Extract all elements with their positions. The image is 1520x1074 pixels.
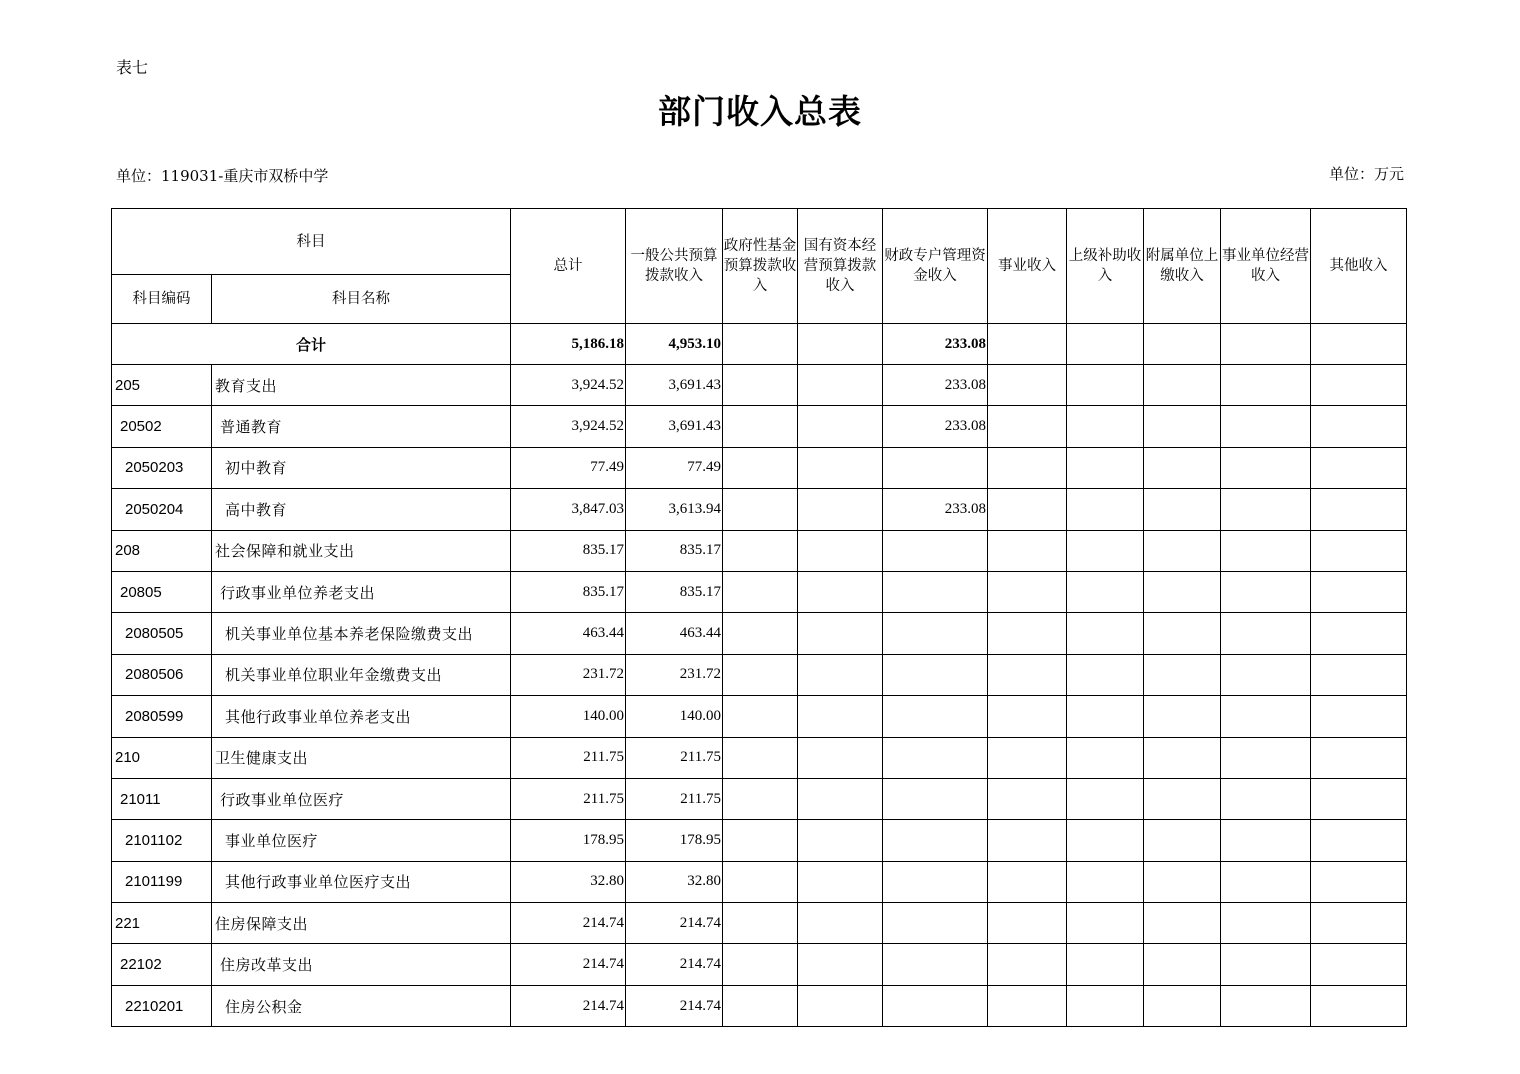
page-title: 部门收入总表	[658, 92, 862, 131]
header-subject: 科目	[112, 209, 511, 275]
row-state-capital	[798, 903, 883, 944]
row-affiliated-payment	[1144, 861, 1221, 902]
row-general-budget: 835.17	[626, 571, 723, 612]
row-other-income	[1311, 489, 1407, 530]
row-affiliated-payment	[1144, 778, 1221, 819]
row-state-capital	[798, 820, 883, 861]
row-general-budget: 231.72	[626, 654, 723, 695]
row-superior-subsidy	[1067, 365, 1144, 406]
row-name: 社会保障和就业支出	[212, 530, 511, 571]
row-fiscal-special	[883, 903, 988, 944]
row-superior-subsidy	[1067, 406, 1144, 447]
row-operating-income	[1221, 489, 1311, 530]
total-fiscal-special: 233.08	[883, 324, 988, 365]
row-gov-fund	[723, 530, 798, 571]
row-general-budget: 214.74	[626, 903, 723, 944]
row-business-income	[988, 820, 1067, 861]
row-fiscal-special	[883, 737, 988, 778]
row-total: 3,924.52	[511, 365, 626, 406]
header-name: 科目名称	[212, 275, 511, 324]
row-name: 高中教育	[212, 489, 511, 530]
row-operating-income	[1221, 406, 1311, 447]
row-business-income	[988, 406, 1067, 447]
row-business-income	[988, 985, 1067, 1026]
table-row	[112, 737, 1407, 778]
row-fiscal-special	[883, 778, 988, 819]
unit-currency: 单位：万元	[1328, 165, 1404, 183]
row-operating-income	[1221, 778, 1311, 819]
row-operating-income	[1221, 571, 1311, 612]
row-superior-subsidy	[1067, 654, 1144, 695]
row-gov-fund	[723, 613, 798, 654]
row-name: 教育支出	[212, 365, 511, 406]
row-affiliated-payment	[1144, 985, 1221, 1026]
header-gov-fund: 政府性基金预算拨款收入	[723, 209, 798, 324]
row-fiscal-special	[883, 571, 988, 612]
row-affiliated-payment	[1144, 944, 1221, 985]
row-general-budget: 214.74	[626, 944, 723, 985]
row-operating-income	[1221, 654, 1311, 695]
total-affiliated-payment	[1144, 324, 1221, 365]
row-affiliated-payment	[1144, 737, 1221, 778]
row-state-capital	[798, 613, 883, 654]
header-code: 科目编码	[112, 275, 212, 324]
row-general-budget: 211.75	[626, 778, 723, 819]
table-row	[112, 654, 1407, 695]
row-fiscal-special	[883, 985, 988, 1026]
row-code: 205	[112, 365, 212, 406]
row-gov-fund	[723, 861, 798, 902]
total-other-income	[1311, 324, 1407, 365]
row-operating-income	[1221, 903, 1311, 944]
total-operating-income	[1221, 324, 1311, 365]
total-state-capital	[798, 324, 883, 365]
row-business-income	[988, 696, 1067, 737]
table-row	[112, 447, 1407, 488]
row-code: 2080506	[112, 654, 212, 695]
row-total: 214.74	[511, 944, 626, 985]
row-gov-fund	[723, 985, 798, 1026]
row-gov-fund	[723, 489, 798, 530]
row-state-capital	[798, 944, 883, 985]
row-business-income	[988, 571, 1067, 612]
row-name: 行政事业单位医疗	[212, 778, 511, 819]
row-total: 140.00	[511, 696, 626, 737]
row-business-income	[988, 613, 1067, 654]
row-affiliated-payment	[1144, 530, 1221, 571]
row-affiliated-payment	[1144, 903, 1221, 944]
row-fiscal-special	[883, 613, 988, 654]
row-name: 住房保障支出	[212, 903, 511, 944]
row-state-capital	[798, 778, 883, 819]
row-superior-subsidy	[1067, 489, 1144, 530]
row-code: 2210201	[112, 985, 212, 1026]
row-other-income	[1311, 613, 1407, 654]
header-state-capital: 国有资本经营预算拨款收入	[798, 209, 883, 324]
row-general-budget: 140.00	[626, 696, 723, 737]
row-business-income	[988, 903, 1067, 944]
row-superior-subsidy	[1067, 571, 1144, 612]
row-gov-fund	[723, 737, 798, 778]
row-total: 32.80	[511, 861, 626, 902]
row-general-budget: 32.80	[626, 861, 723, 902]
row-state-capital	[798, 861, 883, 902]
row-business-income	[988, 654, 1067, 695]
row-operating-income	[1221, 861, 1311, 902]
total-total: 5,186.18	[511, 324, 626, 365]
row-other-income	[1311, 944, 1407, 985]
header-fiscal-special: 财政专户管理资金收入	[883, 209, 988, 324]
header-general-budget: 一般公共预算拨款收入	[626, 209, 723, 324]
row-affiliated-payment	[1144, 571, 1221, 612]
row-total: 211.75	[511, 737, 626, 778]
row-other-income	[1311, 778, 1407, 819]
row-operating-income	[1221, 820, 1311, 861]
table-row	[112, 861, 1407, 902]
row-operating-income	[1221, 696, 1311, 737]
row-general-budget: 211.75	[626, 737, 723, 778]
row-code: 2101199	[112, 861, 212, 902]
table-number: 表七	[116, 58, 149, 77]
row-name: 其他行政事业单位养老支出	[212, 696, 511, 737]
row-operating-income	[1221, 613, 1311, 654]
row-gov-fund	[723, 696, 798, 737]
row-state-capital	[798, 654, 883, 695]
row-superior-subsidy	[1067, 861, 1144, 902]
table-row	[112, 365, 1407, 406]
row-affiliated-payment	[1144, 654, 1221, 695]
row-general-budget: 463.44	[626, 613, 723, 654]
row-fiscal-special	[883, 861, 988, 902]
row-affiliated-payment	[1144, 820, 1221, 861]
row-other-income	[1311, 530, 1407, 571]
row-code: 210	[112, 737, 212, 778]
row-other-income	[1311, 365, 1407, 406]
row-affiliated-payment	[1144, 447, 1221, 488]
row-total: 214.74	[511, 985, 626, 1026]
row-superior-subsidy	[1067, 903, 1144, 944]
row-affiliated-payment	[1144, 696, 1221, 737]
row-fiscal-special	[883, 447, 988, 488]
row-operating-income	[1221, 737, 1311, 778]
row-business-income	[988, 778, 1067, 819]
row-code: 20805	[112, 571, 212, 612]
row-operating-income	[1221, 530, 1311, 571]
table-row	[112, 530, 1407, 571]
row-gov-fund	[723, 944, 798, 985]
row-code: 22102	[112, 944, 212, 985]
row-name: 其他行政事业单位医疗支出	[212, 861, 511, 902]
row-other-income	[1311, 861, 1407, 902]
row-affiliated-payment	[1144, 406, 1221, 447]
row-superior-subsidy	[1067, 613, 1144, 654]
total-row	[112, 324, 1407, 365]
row-code: 2101102	[112, 820, 212, 861]
row-name: 普通教育	[212, 406, 511, 447]
row-name: 机关事业单位基本养老保险缴费支出	[212, 613, 511, 654]
row-fiscal-special	[883, 696, 988, 737]
table-row	[112, 944, 1407, 985]
row-fiscal-special	[883, 654, 988, 695]
row-affiliated-payment	[1144, 489, 1221, 530]
total-general-budget: 4,953.10	[626, 324, 723, 365]
row-affiliated-payment	[1144, 613, 1221, 654]
row-total: 231.72	[511, 654, 626, 695]
row-code: 208	[112, 530, 212, 571]
header-affiliated-payment: 附属单位上缴收入	[1144, 209, 1221, 324]
table-row	[112, 696, 1407, 737]
header-total: 总计	[511, 209, 626, 324]
row-other-income	[1311, 654, 1407, 695]
row-business-income	[988, 530, 1067, 571]
row-code: 2080505	[112, 613, 212, 654]
row-code: 2050204	[112, 489, 212, 530]
row-total: 835.17	[511, 571, 626, 612]
row-general-budget: 3,691.43	[626, 365, 723, 406]
row-business-income	[988, 944, 1067, 985]
row-state-capital	[798, 447, 883, 488]
row-general-budget: 77.49	[626, 447, 723, 488]
row-superior-subsidy	[1067, 737, 1144, 778]
row-other-income	[1311, 406, 1407, 447]
row-gov-fund	[723, 365, 798, 406]
row-total: 178.95	[511, 820, 626, 861]
row-superior-subsidy	[1067, 696, 1144, 737]
header-operating-income: 事业单位经营收入	[1221, 209, 1311, 324]
header-superior-subsidy: 上级补助收入	[1067, 209, 1144, 324]
row-name: 行政事业单位养老支出	[212, 571, 511, 612]
row-gov-fund	[723, 571, 798, 612]
row-state-capital	[798, 737, 883, 778]
row-general-budget: 178.95	[626, 820, 723, 861]
row-business-income	[988, 447, 1067, 488]
row-fiscal-special: 233.08	[883, 406, 988, 447]
row-business-income	[988, 365, 1067, 406]
row-superior-subsidy	[1067, 778, 1144, 819]
table-row	[112, 613, 1407, 654]
table-row	[112, 571, 1407, 612]
row-fiscal-special: 233.08	[883, 365, 988, 406]
row-gov-fund	[723, 820, 798, 861]
table-row	[112, 489, 1407, 530]
row-gov-fund	[723, 654, 798, 695]
row-business-income	[988, 861, 1067, 902]
row-fiscal-special	[883, 944, 988, 985]
row-name: 卫生健康支出	[212, 737, 511, 778]
row-state-capital	[798, 985, 883, 1026]
row-affiliated-payment	[1144, 365, 1221, 406]
row-code: 2050203	[112, 447, 212, 488]
row-business-income	[988, 737, 1067, 778]
row-total: 214.74	[511, 903, 626, 944]
table-row	[112, 903, 1407, 944]
row-fiscal-special	[883, 820, 988, 861]
row-total: 211.75	[511, 778, 626, 819]
row-total: 3,924.52	[511, 406, 626, 447]
table-row	[112, 406, 1407, 447]
row-state-capital	[798, 489, 883, 530]
row-operating-income	[1221, 447, 1311, 488]
table-row	[112, 820, 1407, 861]
row-state-capital	[798, 406, 883, 447]
row-fiscal-special: 233.08	[883, 489, 988, 530]
row-name: 机关事业单位职业年金缴费支出	[212, 654, 511, 695]
income-summary-table	[111, 208, 1407, 1027]
row-general-budget: 3,691.43	[626, 406, 723, 447]
row-gov-fund	[723, 406, 798, 447]
row-total: 835.17	[511, 530, 626, 571]
row-total: 77.49	[511, 447, 626, 488]
row-superior-subsidy	[1067, 447, 1144, 488]
total-gov-fund	[723, 324, 798, 365]
total-superior-subsidy	[1067, 324, 1144, 365]
header-business-income: 事业收入	[988, 209, 1067, 324]
row-other-income	[1311, 903, 1407, 944]
row-other-income	[1311, 571, 1407, 612]
row-state-capital	[798, 696, 883, 737]
row-name: 住房公积金	[212, 985, 511, 1026]
row-superior-subsidy	[1067, 530, 1144, 571]
row-operating-income	[1221, 985, 1311, 1026]
row-name: 住房改革支出	[212, 944, 511, 985]
table-row	[112, 985, 1407, 1026]
header-other-income: 其他收入	[1311, 209, 1407, 324]
row-other-income	[1311, 737, 1407, 778]
row-code: 2080599	[112, 696, 212, 737]
row-code: 20502	[112, 406, 212, 447]
row-code: 21011	[112, 778, 212, 819]
row-state-capital	[798, 530, 883, 571]
row-total: 3,847.03	[511, 489, 626, 530]
row-state-capital	[798, 365, 883, 406]
row-other-income	[1311, 820, 1407, 861]
row-other-income	[1311, 696, 1407, 737]
row-code: 221	[112, 903, 212, 944]
table-row	[112, 778, 1407, 819]
row-total: 463.44	[511, 613, 626, 654]
row-operating-income	[1221, 944, 1311, 985]
row-other-income	[1311, 447, 1407, 488]
row-name: 事业单位医疗	[212, 820, 511, 861]
row-gov-fund	[723, 903, 798, 944]
row-superior-subsidy	[1067, 985, 1144, 1026]
row-general-budget: 3,613.94	[626, 489, 723, 530]
total-business-income	[988, 324, 1067, 365]
row-name: 初中教育	[212, 447, 511, 488]
row-fiscal-special	[883, 530, 988, 571]
row-operating-income	[1221, 365, 1311, 406]
row-gov-fund	[723, 778, 798, 819]
row-business-income	[988, 489, 1067, 530]
row-superior-subsidy	[1067, 820, 1144, 861]
row-general-budget: 835.17	[626, 530, 723, 571]
row-gov-fund	[723, 447, 798, 488]
row-state-capital	[798, 571, 883, 612]
row-other-income	[1311, 985, 1407, 1026]
row-general-budget: 214.74	[626, 985, 723, 1026]
row-superior-subsidy	[1067, 944, 1144, 985]
unit-organization: 单位：119031-重庆市双桥中学	[116, 167, 329, 185]
total-label: 合计	[112, 324, 511, 365]
